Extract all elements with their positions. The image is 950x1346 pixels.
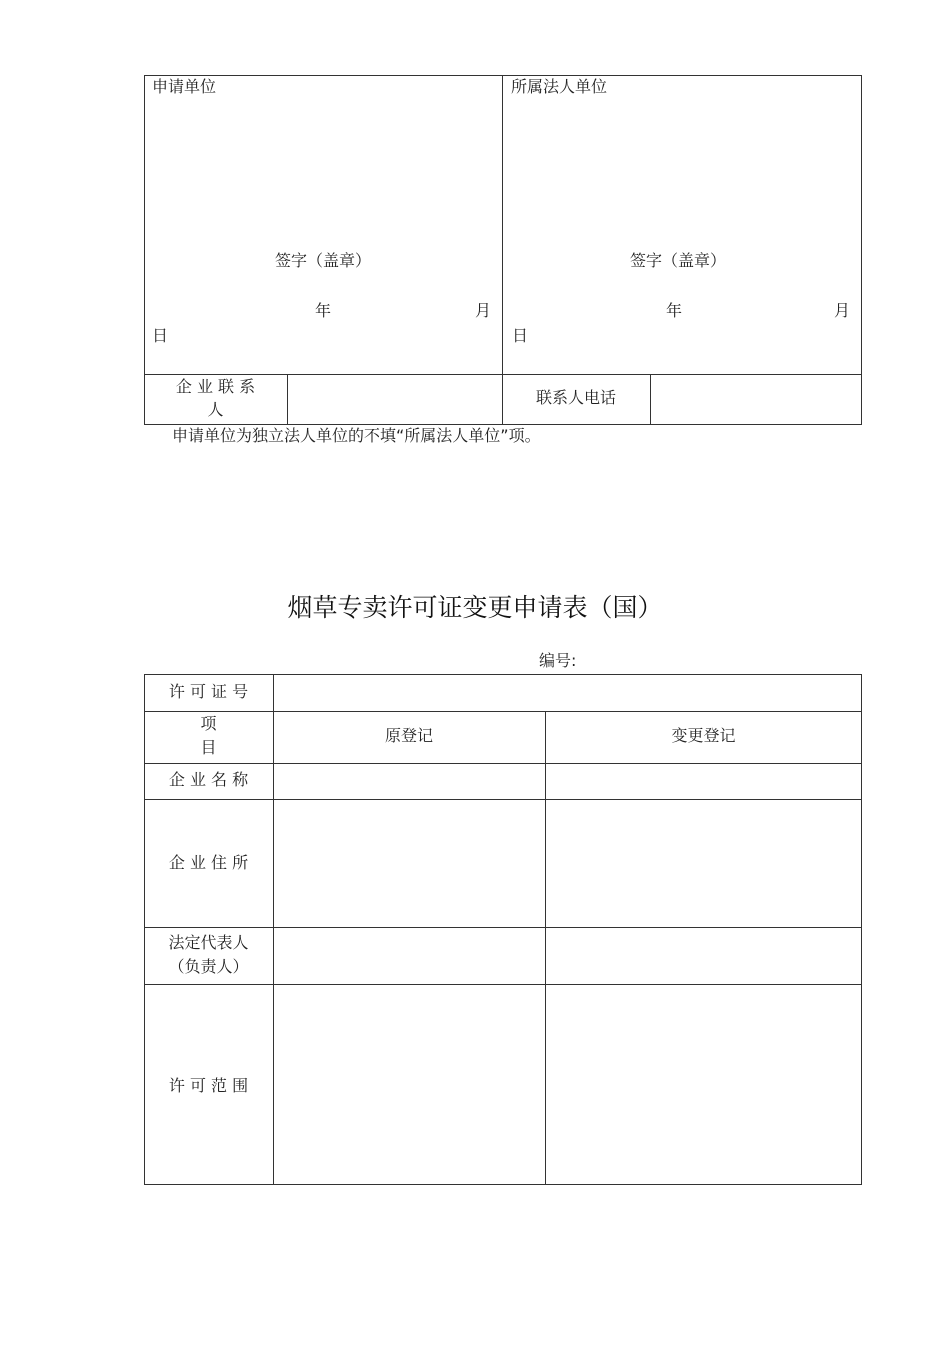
signature-table-divider xyxy=(502,75,503,425)
applicant-label: 申请单位 xyxy=(152,77,217,96)
label-column-divider xyxy=(273,674,274,1185)
day-right: 日 xyxy=(512,326,529,345)
page-title: 烟草专卖许可证变更申请表（国） xyxy=(287,593,663,622)
phone-label-divider xyxy=(650,374,651,425)
row-divider xyxy=(144,927,862,928)
parent-label: 所属法人单位 xyxy=(511,77,608,96)
row-divider xyxy=(144,984,862,985)
signature-right: 签字（盖章） xyxy=(629,251,726,270)
contact-label-line1: 企 业 联 系 xyxy=(175,377,256,396)
day-left: 日 xyxy=(152,326,169,345)
signature-table xyxy=(144,75,862,425)
row-divider xyxy=(144,763,862,764)
row-divider xyxy=(144,711,862,712)
year-right: 年 xyxy=(666,301,683,320)
contact-row-divider xyxy=(144,374,862,375)
legal-rep-label-line1: 法定代表人 xyxy=(168,933,249,952)
company-address-label: 企 业 住 所 xyxy=(168,853,249,872)
changed-column-header: 变更登记 xyxy=(671,726,736,745)
original-column-header: 原登记 xyxy=(384,726,433,745)
scope-label: 许 可 范 围 xyxy=(168,1076,249,1095)
row-divider xyxy=(144,799,862,800)
legal-rep-label-line2: （负责人） xyxy=(168,957,249,976)
item-label-line1: 项 xyxy=(200,714,217,733)
note: 申请单位为独立法人单位的不填“所属法人单位”项。 xyxy=(172,426,541,445)
year-left: 年 xyxy=(315,301,332,320)
month-left: 月 xyxy=(475,301,492,320)
item-label-line2: 目 xyxy=(200,738,217,757)
license-no-label: 许 可 证 号 xyxy=(168,682,249,701)
contact-label-divider xyxy=(287,374,288,425)
phone-label: 联系人电话 xyxy=(535,388,616,407)
company-name-label: 企 业 名 称 xyxy=(168,770,249,789)
value-column-divider xyxy=(545,711,546,1185)
month-right: 月 xyxy=(834,301,851,320)
number-label: 编号: xyxy=(539,651,577,670)
contact-label-line2: 人 xyxy=(207,400,224,419)
signature-left: 签字（盖章） xyxy=(274,251,371,270)
